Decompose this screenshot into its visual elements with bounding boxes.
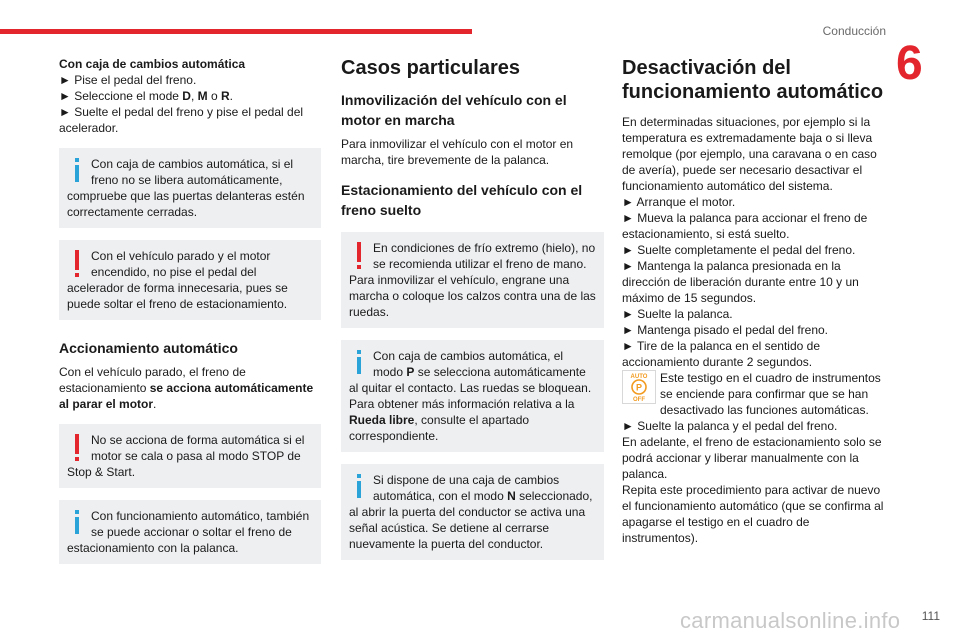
warning-note <box>59 424 321 488</box>
column-1 <box>59 56 321 576</box>
section-title: Conducción <box>822 24 886 38</box>
indicator-paragraph: AUTO P OFF Este testigo en el cuadro de instrumentos se enciende para confirmar que se han desactivado las funciones automáticas. <box>622 370 884 418</box>
info-icon <box>67 156 91 188</box>
warning-note <box>59 240 321 320</box>
warning-icon <box>67 248 91 280</box>
paragraph: Con el vehículo parado, el freno de estacionamiento se acciona automáticamente al parar el motor. <box>59 365 314 411</box>
step: ► Tire de la palanca en el sentido de accionamiento durante 2 segundos. <box>622 339 821 369</box>
info-note: Con caja de cambios automática, el modo P se selecciona automáticamente al quitar el contacto. Las ruedas se bloquean. Para obtener más información relativa a la Rueda libre, consulte el apartado correspondiente. <box>341 340 604 452</box>
paragraph: Repita este procedimiento para activar de nuevo el funcionamiento automático (que se confirma al apagarse el testigo en el cuadro de instrumentos). <box>622 483 884 545</box>
heading-auto: Accionamiento automático <box>59 340 238 356</box>
info-note: Si dispone de una caja de cambios automática, con el modo N seleccionado, al abrir la puerta del conductor se activa una señal acústica. Se detiene al cerrarse nuevamente la puerta del conductor. <box>341 464 604 560</box>
warning-note <box>341 232 604 328</box>
heading-desactivacion: Desactivación del funcionamiento automático <box>622 57 884 103</box>
step: ► Suelte la palanca y el pedal del freno. <box>622 419 838 433</box>
step: ► Mantenga pisado el pedal del freno. <box>622 323 829 337</box>
note-text: No se acciona de forma automática si el motor se cala o pasa al modo STOP de Stop & Start. <box>67 433 305 479</box>
heading-inmovilizacion: Inmovilización del vehículo con el motor en marcha <box>341 92 567 128</box>
note-text: Con caja de cambios automática, si el freno no se libera automáticamente, compruebe que las puertas delanteras estén correctamente cerradas. <box>67 157 305 219</box>
svg-text:AUTO: AUTO <box>630 374 648 380</box>
info-note <box>59 148 321 228</box>
info-icon <box>67 508 91 540</box>
info-icon <box>349 472 373 504</box>
step: ► Seleccione el mode D, M o R. <box>59 89 233 103</box>
auto-p-off-icon <box>622 370 656 404</box>
column-2 <box>341 56 604 572</box>
step: ► Suelte la palanca. <box>622 307 733 321</box>
warning-icon <box>349 240 373 272</box>
heading-estacionamiento: Estacionamiento del vehículo con el freno suelto <box>341 182 583 218</box>
info-icon <box>349 348 373 380</box>
paragraph: En determinadas situaciones, por ejemplo si la temperatura es extremadamente baja o si lleva remolque (por ejemplo, una caravana o en caso de avería), puede ser necesario desactivar el funcionamiento automático del sistema. <box>622 115 877 193</box>
intro-lead: Con caja de cambios automática <box>59 57 246 71</box>
step: ► Suelte el pedal del freno y pise el pedal del acelerador. <box>59 105 304 135</box>
note-text: Para inmovilizar el vehículo, engrane una marcha o coloque los calzos contra una de las ruedas. <box>349 273 596 319</box>
paragraph: En adelante, el freno de estacionamiento solo se podrá accionar y liberar manualmente con la palanca. <box>622 435 882 481</box>
step: ► Pise el pedal del freno. <box>59 73 197 87</box>
warning-icon <box>67 432 91 464</box>
note-text: Con el vehículo parado y el motor encendido, no pise el pedal del acelerador de forma innecesaria, pues se puede soltar el freno de estacionamiento. <box>67 249 288 311</box>
step: ► Mantenga la palanca presionada en la dirección de liberación durante entre 10 y un máximo de 15 segundos. <box>622 259 859 305</box>
paragraph: Para inmovilizar el vehículo con el motor en marcha, tire brevemente de la palanca. <box>341 137 574 167</box>
svg-text:OFF: OFF <box>633 397 645 403</box>
step: ► Mueva la palanca para accionar el freno de estacionamiento, si está suelto. <box>622 211 868 241</box>
header-accent-bar <box>0 29 472 34</box>
svg-text:P: P <box>635 382 643 393</box>
heading-casos: Casos particulares <box>341 57 520 79</box>
watermark-text: carmanualsonline.info <box>680 608 901 633</box>
page-number: 111 <box>921 609 940 623</box>
note-text: Con funcionamiento automático, también se puede accionar o soltar el freno de estacionamiento con la palanca. <box>67 509 310 555</box>
step: ► Suelte completamente el pedal del freno. <box>622 243 856 257</box>
chapter-number: 6 <box>896 37 923 90</box>
note-text: En condiciones de frío extremo (hielo), no se recomienda utilizar el freno de mano. <box>373 241 596 271</box>
column-3 <box>622 56 884 546</box>
info-note <box>59 500 321 564</box>
step: ► Arranque el motor. <box>622 195 736 209</box>
